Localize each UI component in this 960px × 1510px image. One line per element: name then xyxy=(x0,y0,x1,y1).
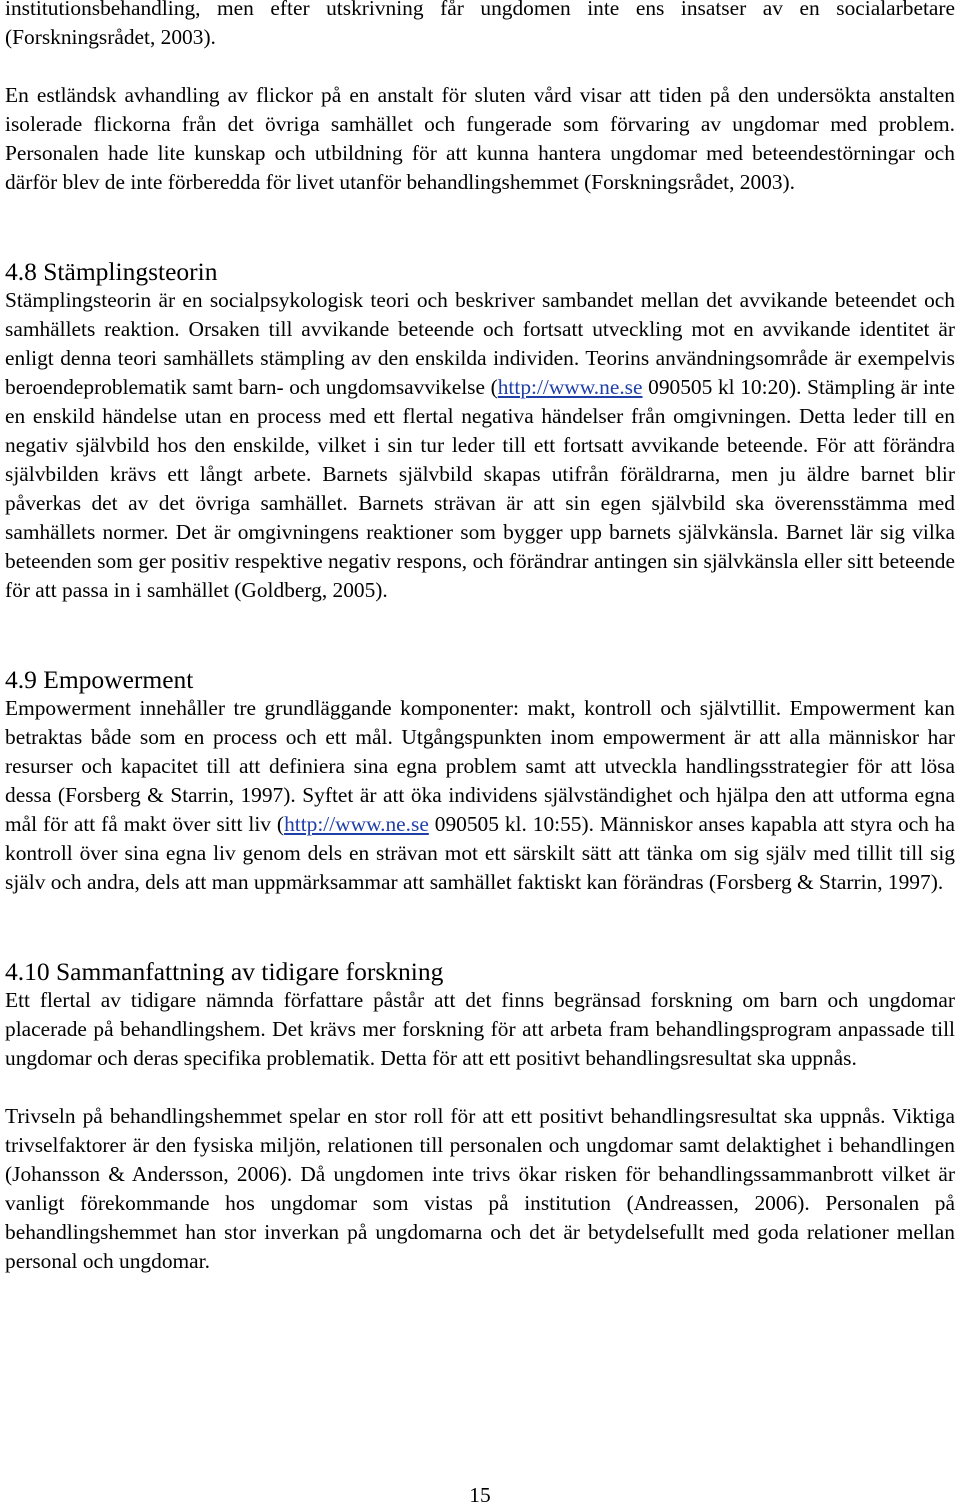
section-4-8-paragraph xyxy=(5,286,955,605)
section-4-8 xyxy=(5,255,955,605)
section-4-8-text-after-link: 090505 kl 10:20). Stämpling är inte en enskild händelse utan en process med ett flertal negativa händelser från omgivningen. Detta leder till en negativ självbild hos den enskilde, vilket i sin tur leder till ett fortsatt avvikande beteende. För att förändra självbilden krävs ett långt arbete. Barnets självbild skapas utifrån föräldrarna, men ju äldre barnet blir påverkas det av det övriga samhället. Barnets strävan är att sin egen självbild ska överensstämma med samhällets normer. Det är omgivningens reaktioner som bygger upp barnets självkänsla. Barnet lär sig vilka beteenden som ger positiv respektive negativ respons, och förändrar antingen sin självkänsla eller sitt beteende för att passa in i samhället (Goldberg, 2005). xyxy=(5,375,956,602)
section-4-9-paragraph xyxy=(5,694,955,897)
section-heading-stamplingsteorin: 4.8 Stämplingsteorin xyxy=(5,257,218,286)
intro-paragraph-2: En estländsk avhandling av flickor på en anstalt för sluten vård visar att tiden på den undersökta anstalten isolerade flickorna från det övriga samhället och fungerade som förvaring av ungdomar med problem. Personalen hade lite kunskap och utbildning för att kunna hantera ungdomar med beteendestörningar och därför blev de inte förberedda för livet utanför behandlingshemmet (Forskningsrådet, 2003). xyxy=(5,83,955,194)
intro-paragraph-1: institutionsbehandling, men efter utskrivning får ungdomen inte ens insatser av en socialarbetare (Forskningsrådet, 2003). xyxy=(5,0,955,49)
section-4-8-text-before-link: Stämplingsteorin är en socialpsykologisk teori och beskriver sambandet mellan det avvikande beteendet och samhällets reaktion. Orsaken till avvikande beteende och fortsatt utveckling mot en avvikande identitet är enligt denna teori samhällets stämpling av den enskilda individen. Teorins användningsområde är exempelvis beroendeproblematik samt barn- och ungdomsavvikelse ( xyxy=(5,288,955,399)
ne-se-link[interactable]: http://www.ne.se xyxy=(497,375,643,399)
page-number: 15 xyxy=(469,1483,491,1507)
section-4-9 xyxy=(5,663,955,897)
section-heading-empowerment: 4.9 Empowerment xyxy=(5,665,194,694)
section-4-9-text-before-link: Empowerment innehåller tre grundläggande komponenter: makt, kontroll och självtillit. Empowerment kan betraktas både som en process och ett mål. Utgångspunkten inom empowerment är att alla människor har resurser och kapacitet till att definiera sina egna problem samt att utveckla handlingsstrategier för att lösa dessa (Forsberg & Starrin, 1997). Syftet är att öka individens självständighet och hjälpa den att utforma egna mål för att få makt över sitt liv ( xyxy=(5,696,955,836)
section-heading-sammanfattning: 4.10 Sammanfattning av tidigare forskning xyxy=(5,957,444,986)
ne-se-link[interactable]: http://www.ne.se xyxy=(284,812,429,836)
section-4-9-text-after-link: 090505 kl. 10:55). Människor anses kapabla att styra och ha kontroll över sina egna liv genom dels en strävan mot ett särskilt sätt att tänka om sig själv med tillit till sig själv och andra, dels att man uppmärksammar att samhället faktiskt kan förändras (Forsberg & Starrin, 1997). xyxy=(5,812,955,894)
document-page xyxy=(5,0,955,1276)
section-4-10-paragraph-2: Trivseln på behandlingshemmet spelar en stor roll för att ett positivt behandlingsresultat ska uppnås. Viktiga trivselfaktorer är den fysiska miljön, relationen till personalen och ungdomar samt delaktighet i behandlingen (Johansson & Andersson, 2006). Då ungdomen inte trivs ökar risken för behandlingssammanbrott vilket är vanligt förekommande hos ungdomar som vistas på institution (Andreassen, 2006). Personalen på behandlingshemmet han stor inverkan på ungdomarna och det är betydelsefullt med goda relationer mellan personal och ungdomar. xyxy=(5,1104,955,1273)
section-4-10-paragraph-1: Ett flertal av tidigare nämnda författare påstår att det finns begränsad forskning om barn och ungdomar placerade på behandlingshem. Det krävs mer forskning för att arbeta fram behandlingsprogram anpassade till ungdomar och deras specifika problematik. Detta för att ett positivt behandlingsresultat ska uppnås. xyxy=(5,988,955,1070)
section-4-10 xyxy=(5,955,955,1276)
